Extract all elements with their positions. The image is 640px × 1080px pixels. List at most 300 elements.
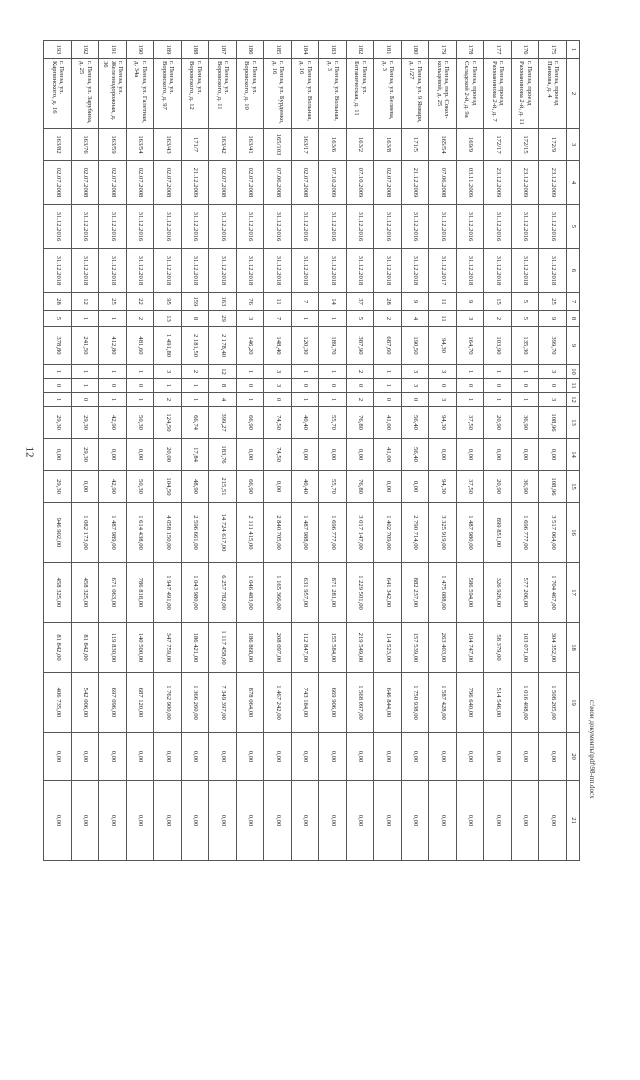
table-cell: 81 842,00 [72,623,100,673]
table-cell: 31.12.2018 [457,249,485,293]
table-cell: 74,50 [264,407,292,439]
table-cell: 3 325 919,00 [429,503,457,563]
table-cell: 186 421,00 [182,623,210,673]
table-cell: 641 342,00 [374,563,402,623]
table-cell: 1 487 988,00 [292,503,320,563]
table-cell: 163/76 [72,129,100,161]
table-cell: 0,00 [264,733,292,781]
table-cell: 2 840 705,00 [264,503,292,563]
table-cell: 304 352,00 [539,623,567,673]
table-cell: 48,90 [182,471,210,503]
table-cell: 103 071,00 [512,623,540,673]
table-cell: 1 [72,379,100,393]
table-cell: 3 [402,379,430,393]
table-cell: 0,00 [292,781,320,861]
table-cell: 631 957,00 [292,563,320,623]
table-cell: 31.12.2016 [44,205,72,249]
column-number-header: 18 [567,623,580,673]
table-cell: 7 [264,311,292,327]
column-number-header: 19 [567,673,580,733]
table-cell: 50,30 [127,471,155,503]
table-cell: 94,30 [429,327,457,365]
table-cell: 31.12.2016 [237,205,265,249]
column-number-header: 17 [567,563,580,623]
address-cell: г. Пенза, проезд Рахманинова 2-й, д. 7 [484,59,512,129]
table-cell: 58 379,00 [484,623,512,673]
table-row [99,41,127,861]
address-cell: г. Пенза, ул. Зарубина, д. 25 [72,59,100,129]
table-cell: 182 [347,41,375,59]
table-cell: 25 [539,293,567,311]
table-cell: 0 [539,379,567,393]
table-cell: 112 847,00 [292,623,320,673]
table-cell: 458 325,00 [44,563,72,623]
column-number-header: 5 [567,205,580,249]
column-number-header: 13 [567,407,580,439]
table-cell: 31.12.2018 [209,249,237,293]
table-row [72,41,100,861]
table-cell: 0,00 [44,439,72,471]
table-cell: 31.12.2018 [154,249,182,293]
table-cell: 1 [484,393,512,407]
table-cell: 2 111 415,00 [237,503,265,563]
table-cell: 9 [539,311,567,327]
table-cell: 586 594,00 [457,563,485,623]
table-cell: 5 [347,311,375,327]
table-cell: 31.12.2016 [429,205,457,249]
table-cell: 31.12.2016 [292,205,320,249]
table-cell: 76 [237,293,265,311]
address-cell: г. Пенза, ул. Беляева, д. 3 [374,59,402,129]
table-cell: 899 851,00 [484,503,512,563]
table-cell: 42,90 [99,407,127,439]
table-cell: 0 [429,379,457,393]
table-cell: 1 [99,393,127,407]
table-cell: 163 [209,293,237,311]
table-cell: 114 523,00 [374,623,402,673]
table-cell: 3 [264,379,292,393]
table-cell: 163/2 [347,129,375,161]
address-cell: г. Пенза, ул. Вольная, д. 3 [319,59,347,129]
table-cell: 5 [512,293,540,311]
column-number-header: 7 [567,293,580,311]
table-cell: 190 [127,41,155,59]
table-cell: 20,00 [154,439,182,471]
table-cell: 31.12.2016 [209,205,237,249]
table-cell: 4 058 150,00 [154,503,182,563]
table-cell: 1 [292,311,320,327]
column-number-header: 20 [567,733,580,781]
table-cell: 55,70 [319,471,347,503]
table-cell: 40,40 [292,407,320,439]
table-cell: 1 046 483,00 [237,563,265,623]
table-cell: 23.12.2009 [484,161,512,205]
table-cell: 0 [319,379,347,393]
table-cell: 36,90 [512,407,540,439]
table-cell: 0,00 [429,439,457,471]
table-cell: 4 [209,393,237,407]
table-cell: 165/54 [429,129,457,161]
table-cell: 40,40 [292,471,320,503]
table-cell: 0 [264,393,292,407]
table-cell: 0,00 [99,781,127,861]
table-cell: 159 [182,293,210,311]
table-cell: 1 947 491,00 [154,563,182,623]
table-cell: 3 [539,393,567,407]
table-cell: 0,00 [539,439,567,471]
table-cell: 0,00 [484,733,512,781]
table-cell: 2 [127,311,155,327]
table-cell: 0,00 [457,781,485,861]
table-cell: 66,90 [237,471,265,503]
table-cell: 1 762 900,00 [154,673,182,733]
table-cell: 02.07.2008 [127,161,155,205]
table-cell: 1 [319,393,347,407]
table-cell: 1 696 777,00 [319,503,347,563]
table-cell: 55,70 [319,407,347,439]
table-cell: 671 063,00 [99,563,127,623]
table-cell: 31.12.2018 [374,249,402,293]
table-row [374,41,402,861]
table-cell: 0 [457,379,485,393]
table-row [457,41,485,861]
table-cell: 177 [484,41,512,59]
rotated-table-container [40,40,580,860]
table-cell: 104 747,00 [457,623,485,673]
table-cell: 0 [347,379,375,393]
table-cell: 669 906,00 [319,673,347,733]
table-cell: 0,00 [402,781,430,861]
table-cell: 183,76 [209,439,237,471]
table-row [292,41,320,861]
table-cell: 7 [292,293,320,311]
table-cell: 0,00 [429,733,457,781]
table-cell: 74,50 [264,439,292,471]
table-cell: 4 [402,311,430,327]
table-cell: 1 475 088,00 [429,563,457,623]
table-row [209,41,237,861]
column-number-header: 6 [567,249,580,293]
address-cell: г. Пенза, ул. Карпинского, д. 16 [44,59,72,129]
table-cell: 0,00 [402,471,430,503]
table-cell: 12 [209,365,237,379]
table-cell: 31.12.2017 [429,249,457,293]
table-cell: 1 366 260,00 [182,673,210,733]
table-cell: 31.12.2016 [457,205,485,249]
table-cell: 0,00 [292,733,320,781]
table-cell: 646 844,00 [374,673,402,733]
table-cell: 378,80 [44,327,72,365]
table-cell: 1 [374,365,402,379]
table-cell: 5 [512,311,540,327]
table-cell: 108,96 [539,471,567,503]
table-cell: 192 [72,41,100,59]
table-cell: 76,80 [347,471,375,503]
table-cell: 02.07.2008 [44,161,72,205]
address-cell: г. Пенза, проезд Панкова, д. 4 [539,59,567,129]
table-cell: 31.12.2016 [484,205,512,249]
table-cell: 3 [539,365,567,379]
table-cell: 0,00 [347,781,375,861]
table-cell: 31.12.2016 [264,205,292,249]
table-cell: 1 704 467,00 [539,563,567,623]
table-cell: 1 [319,365,347,379]
table-cell: 31.12.2018 [484,249,512,293]
table-cell: 163/54 [127,129,155,161]
table-cell: 1 750 938,00 [402,673,430,733]
table-cell: 786 818,00 [127,563,155,623]
table-cell: 28 [374,293,402,311]
address-cell: г. Пенза, ул. Бурденко, д. 16 [264,59,292,129]
table-row [264,41,292,861]
table-cell: 07.10.2009 [347,161,375,205]
table-cell: 31.12.2016 [127,205,155,249]
table-cell: 13 [154,311,182,327]
table-cell: 186 868,00 [237,623,265,673]
table-cell: 181 [374,41,402,59]
table-cell: 172/15 [512,129,540,161]
table-cell: 81 842,00 [44,623,72,673]
table-cell: 1 [512,393,540,407]
table-cell: 3 017 147,00 [347,503,375,563]
table-cell: 189 [154,41,182,59]
table-cell: 1 [99,311,127,327]
table-cell: 399,27 [209,407,237,439]
table-cell: 124,50 [154,407,182,439]
table-body [44,41,567,861]
table-cell: 20,90 [484,471,512,503]
table-cell: 21.12.2009 [402,161,430,205]
table-cell: 120,30 [292,327,320,365]
table-cell: 9 [402,293,430,311]
table-cell: 0,00 [127,439,155,471]
table-row [429,41,457,861]
table-cell: 0,00 [127,733,155,781]
table-cell: 172/17 [484,129,512,161]
address-cell: г. Пенза, ул. Воровского, д. 11 [209,59,237,129]
table-cell: 31.12.2018 [237,249,265,293]
table-cell: 31.12.2018 [292,249,320,293]
table-cell: 3 [429,393,457,407]
table-cell: 07.10.2009 [319,161,347,205]
table-cell: 31.12.2016 [99,205,127,249]
table-cell: 0,00 [237,781,265,861]
table-cell: 41,00 [374,407,402,439]
table-cell: 1 [99,365,127,379]
table-cell: 1 487 989,00 [99,503,127,563]
table-cell: 0,00 [182,733,210,781]
table-cell: 0,00 [237,733,265,781]
table-cell: 29 [209,311,237,327]
table-cell: 1 [44,393,72,407]
table-cell: 8 [182,311,210,327]
table-cell: 0,00 [292,439,320,471]
table-cell: 02.07.2008 [374,161,402,205]
table-cell: 1 [154,379,182,393]
table-cell: 41,00 [374,439,402,471]
table-cell: 15 [484,293,512,311]
table-cell: 5 [44,311,72,327]
table-cell: 3 [457,311,485,327]
table-cell: 0,00 [154,733,182,781]
address-cell: г. Пенза, ул. Железнодорожная, д. 36 [99,59,127,129]
table-cell: 1 165 366,00 [264,563,292,623]
table-cell: 0,00 [347,439,375,471]
table-cell: 219 549,00 [347,623,375,673]
table-cell: 31.12.2016 [182,205,210,249]
table-cell: 164,70 [457,327,485,365]
table-cell: 0,00 [512,781,540,861]
table-cell: 163/17 [292,129,320,161]
table-cell: 0,00 [374,781,402,861]
table-cell: 2 [347,393,375,407]
table-cell: 163/8 [374,129,402,161]
table-cell: 178 [457,41,485,59]
table-cell: 0,00 [99,733,127,781]
table-cell: 1 [484,365,512,379]
table-cell: 458 325,00 [72,563,100,623]
table-cell: 1 [44,365,72,379]
table-cell: 0,00 [237,439,265,471]
table-cell: 11 [429,311,457,327]
table-cell: 02.07.2008 [72,161,100,205]
table-cell: 1 402 709,00 [374,503,402,563]
table-cell: 0 [99,379,127,393]
table-cell: 186 [237,41,265,59]
table-row [402,41,430,861]
table-cell: 02.07.2008 [154,161,182,205]
address-cell: г. Пенза, ул. 9 Января, д. 1/27 [402,59,430,129]
table-cell: 1 [237,393,265,407]
table-cell: 50,30 [127,407,155,439]
table-cell: 94,30 [429,471,457,503]
table-cell: 42,90 [99,471,127,503]
table-cell: 1 [374,379,402,393]
housing-data-table [44,40,581,861]
table-cell: 135,30 [512,327,540,365]
table-cell: 172/9 [539,129,567,161]
address-cell: г. Пенза, проезд Складской 2-й, д. 9а [457,59,485,129]
table-cell: 0,00 [72,781,100,861]
table-cell: 2 790 714,00 [402,503,430,563]
column-number-header: 8 [567,311,580,327]
table-cell: 0,00 [402,733,430,781]
table-cell: 37,50 [457,471,485,503]
table-cell: 0,00 [374,471,402,503]
table-cell: 3 [154,365,182,379]
table-cell: 104,50 [154,471,182,503]
table-cell: 0 [374,393,402,407]
table-cell: 95 [154,293,182,311]
column-number-header: 1 [567,41,580,59]
table-cell: 2 596 661,00 [182,503,210,563]
table-cell: 0,00 [72,471,100,503]
table-cell: 0 [402,393,430,407]
table-cell: 0,00 [209,781,237,861]
table-cell: 31.12.2018 [347,249,375,293]
table-cell: 56,40 [402,439,430,471]
column-number-header: 4 [567,161,580,205]
table-row [127,41,155,861]
table-cell: 406 735,00 [44,673,72,733]
table-cell: 3 [429,365,457,379]
table-cell: 2 [484,311,512,327]
table-cell: 0,00 [44,781,72,861]
table-cell: 946 902,00 [44,503,72,563]
table-cell: 1 568 097,00 [347,673,375,733]
address-cell: г. Пенза, проезд Рахманинова 2-й, д. 11 [512,59,540,129]
table-cell: 326 926,00 [484,563,512,623]
table-cell: 1 082 173,00 [72,503,100,563]
table-cell: 6 257 782,00 [209,563,237,623]
column-number-header: 14 [567,439,580,471]
table-cell: 163/43 [154,129,182,161]
table-cell: 31.12.2016 [154,205,182,249]
table-cell: 577 206,00 [512,563,540,623]
address-cell: г. Пенза, ул. Вольная, д. 16 [292,59,320,129]
table-cell: 1 508 205,00 [539,673,567,733]
table-cell: 07.06.2008 [429,161,457,205]
table-cell: 0 [512,379,540,393]
column-number-header: 16 [567,503,580,563]
table-cell: 1 [127,393,155,407]
table-cell: 1 [292,393,320,407]
table-cell: 882 237,00 [402,563,430,623]
table-row [512,41,540,861]
table-cell: 20,90 [484,407,512,439]
table-cell: 184 [292,41,320,59]
table-cell: 1 [457,393,485,407]
table-cell: 183 [319,41,347,59]
table-cell: 23.12.2009 [512,161,540,205]
table-cell: 0,00 [127,781,155,861]
table-cell: 743 184,00 [292,673,320,733]
table-cell: 171/7 [182,129,210,161]
table-cell: 1 487 980,00 [457,503,485,563]
table-cell: 0,00 [457,439,485,471]
table-cell: 1 [182,379,210,393]
address-cell: г. Пенза, ул. Воровского, д. 12 [182,59,210,129]
table-cell: 0,00 [264,781,292,861]
table-cell: 0,00 [44,733,72,781]
table-cell: 180 [402,41,430,59]
table-cell: 1 491,80 [154,327,182,365]
table-cell: 0,00 [539,733,567,781]
table-cell: 1 614 438,00 [127,503,155,563]
table-cell: 1 [512,365,540,379]
address-cell: г. Пенза, ул. Воровского, д. 10 [237,59,265,129]
address-cell: г. Пенза, пер. Сокол-кольцевой, д. 25 [429,59,457,129]
table-cell: 191 [99,41,127,59]
table-cell: 21.12.2009 [182,161,210,205]
table-cell: 1 [237,365,265,379]
table-cell: 163/59 [99,129,127,161]
table-cell: 23.12.2009 [539,161,567,205]
table-cell: 0,00 [154,781,182,861]
table-cell: 1 696 777,00 [512,503,540,563]
address-cell: г. Пенза, ул. Воровского, д. 97 [154,59,182,129]
table-cell: 0 [127,379,155,393]
table-cell: 171/5 [402,129,430,161]
table-cell: 0,00 [264,471,292,503]
table-cell: 796 640,00 [457,673,485,733]
table-cell: 1 467 242,00 [264,673,292,733]
table-cell: 29,30 [72,407,100,439]
table-cell: 189,70 [319,327,347,365]
table-cell: 263 403,00 [429,623,457,673]
address-cell: г. Пенза, ул. Галетная, д. 34а [127,59,155,129]
table-row [182,41,210,861]
